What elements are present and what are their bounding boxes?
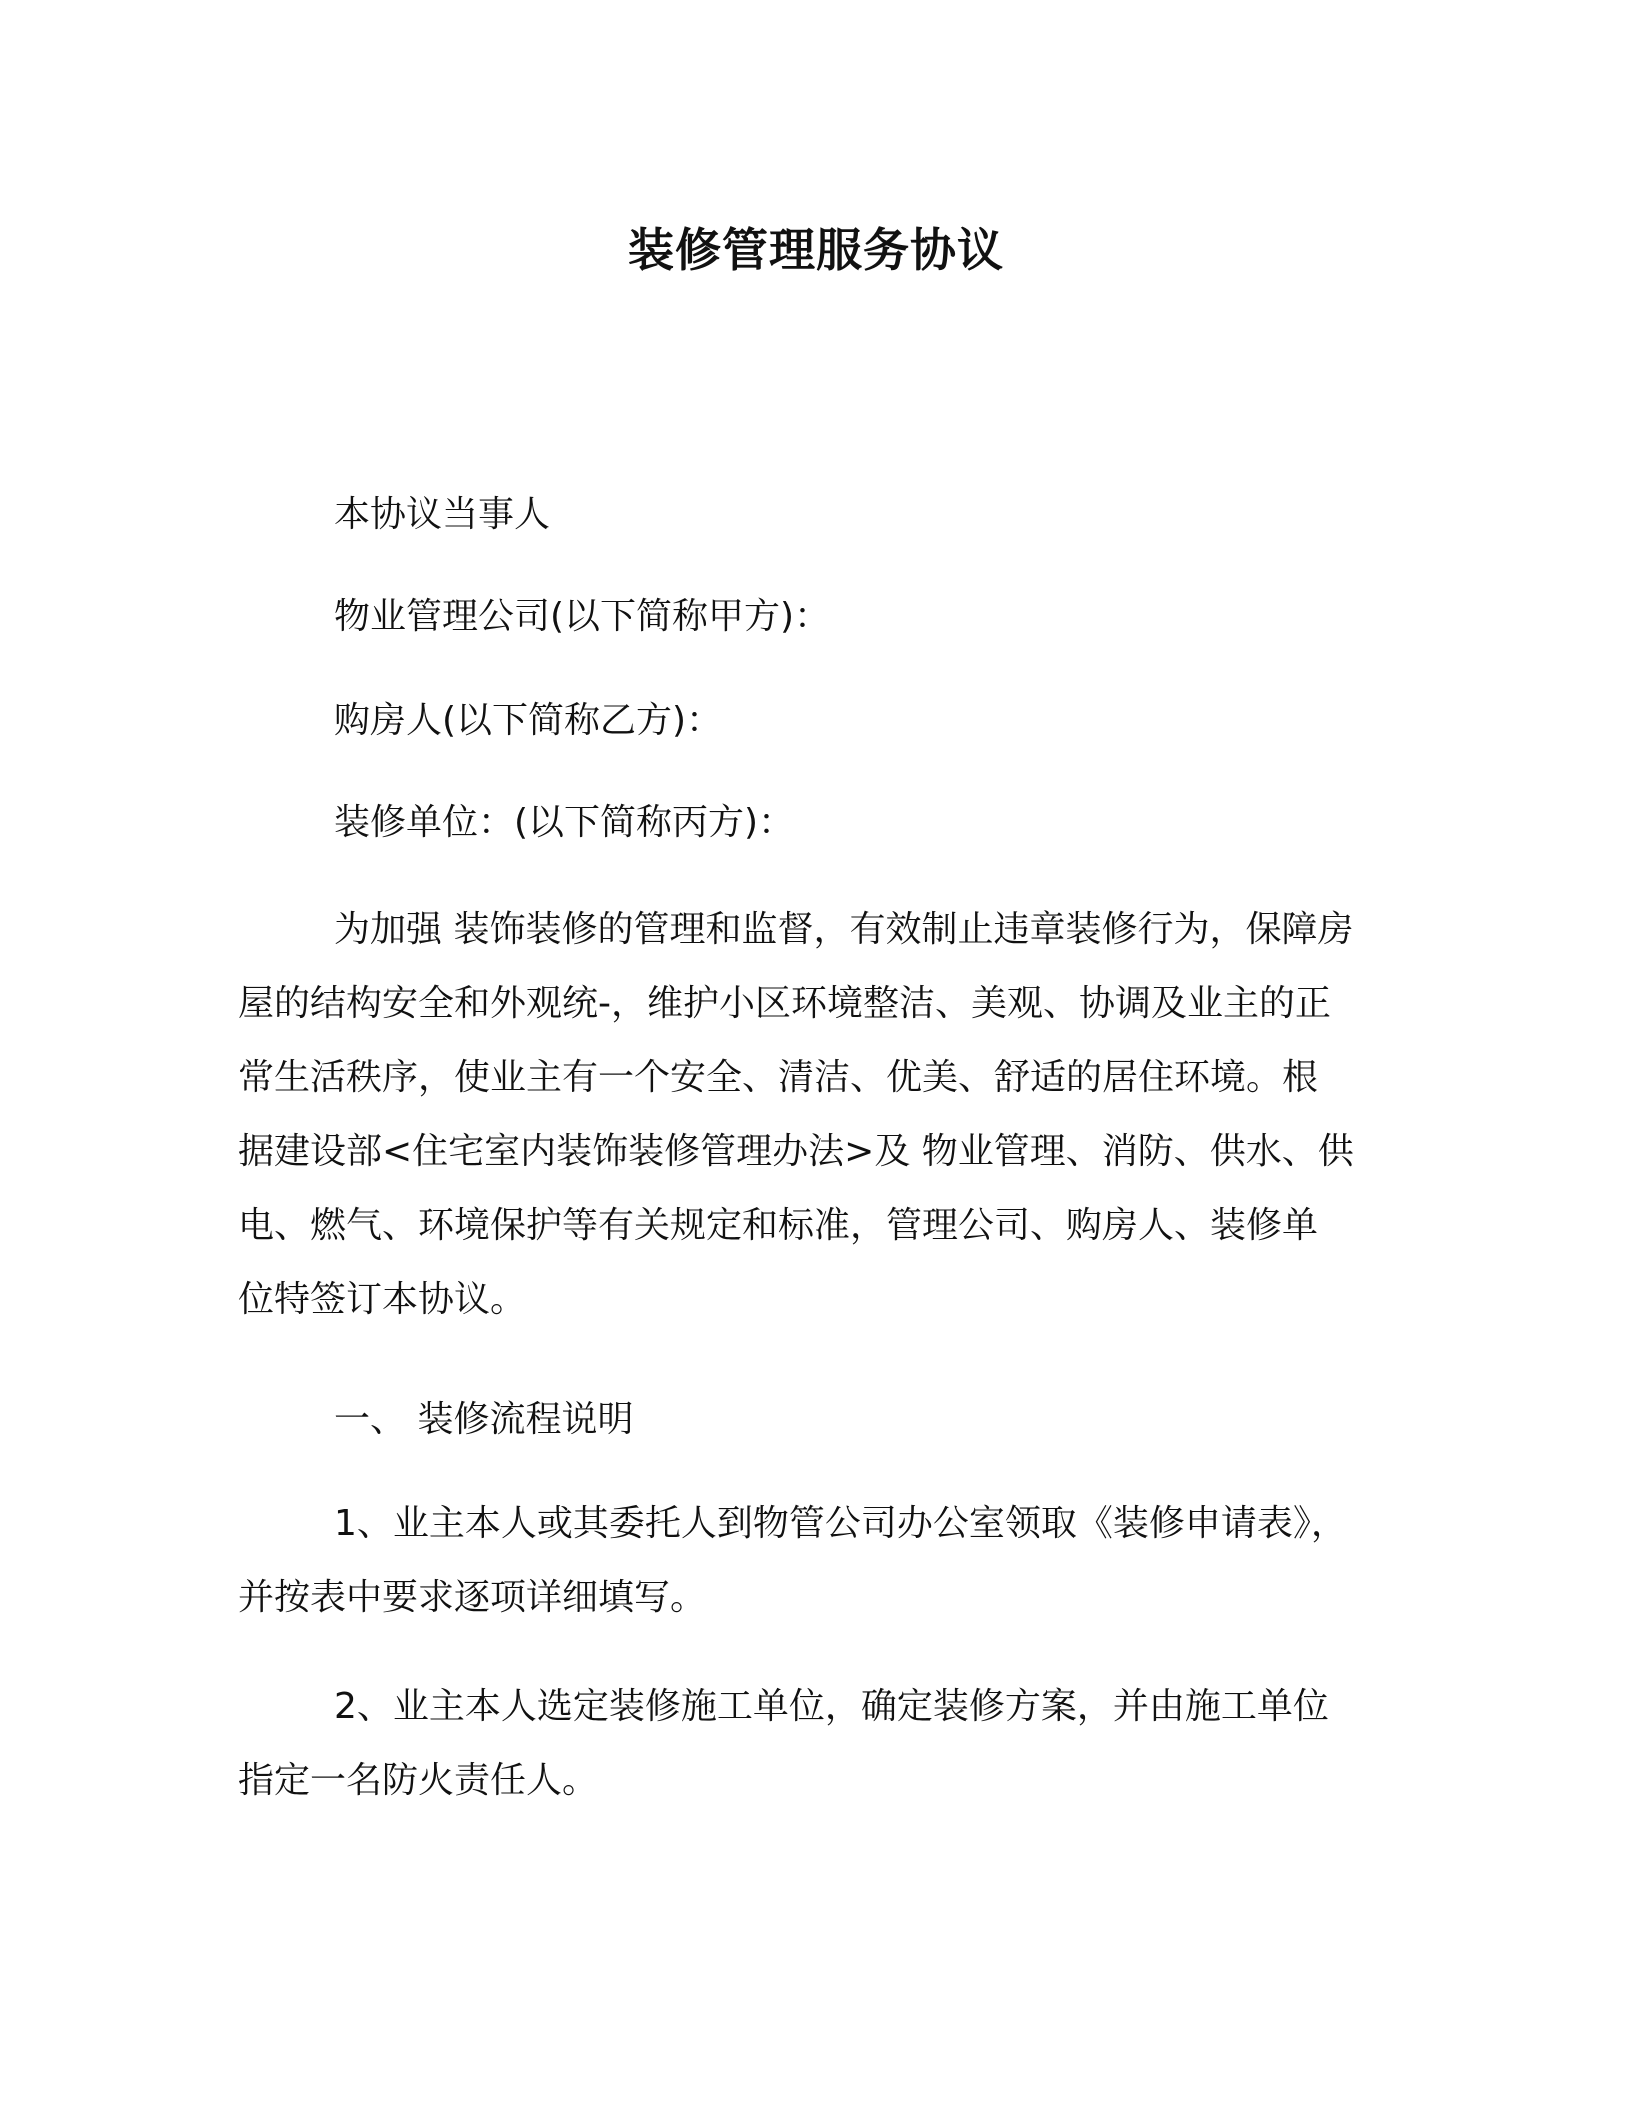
parties-heading	[238, 478, 1408, 552]
preamble-line: 为加强 装饰装修的管理和监督，有效制止违章装修行为，保障房	[334, 909, 1354, 950]
preamble-line: 据建设部<住宅室内装饰装修管理办法>及 物业管理、消防、供水、供	[238, 1131, 1354, 1172]
document-title: 装修管理服务协议	[628, 223, 1004, 277]
section-one-heading-text: 一、 装修流程说明	[334, 1399, 634, 1440]
preamble-line: 屋的结构安全和外观统-，维护小区环境整洁、美观、协调及业主的正	[238, 983, 1331, 1024]
party-b-text: 购房人(以下简称乙方)：	[334, 700, 723, 741]
item-2-line: 指定一名防火责任人。	[238, 1760, 599, 1801]
party-b-line	[238, 684, 1408, 758]
item-1-paragraph	[238, 1487, 1408, 1635]
party-c-text: 装修单位：(以下简称丙方)：	[334, 802, 795, 843]
item-2-line: 2、业主本人选定装修施工单位，确定装修方案，并由施工单位	[334, 1686, 1329, 1727]
preamble-paragraph	[238, 893, 1408, 1337]
parties-heading-text: 本协议当事人	[334, 494, 551, 535]
party-a-line	[238, 580, 1408, 654]
item-1-line: 1、业主本人或其委托人到物管公司办公室领取《装修申请表》，	[334, 1503, 1347, 1544]
item-2-paragraph	[238, 1670, 1408, 1818]
party-a-text: 物业管理公司(以下简称甲方)：	[334, 596, 831, 637]
preamble-line: 电、燃气、环境保护等有关规定和标准，管理公司、购房人、装修单	[238, 1205, 1319, 1246]
party-c-line	[238, 786, 1408, 860]
preamble-line: 常生活秩序，使业主有一个安全、清洁、优美、舒适的居住环境。根	[238, 1057, 1319, 1098]
section-one-heading	[238, 1383, 1408, 1457]
preamble-line: 位特签订本协议。	[238, 1279, 527, 1320]
item-1-line: 并按表中要求逐项详细填写。	[238, 1577, 707, 1618]
